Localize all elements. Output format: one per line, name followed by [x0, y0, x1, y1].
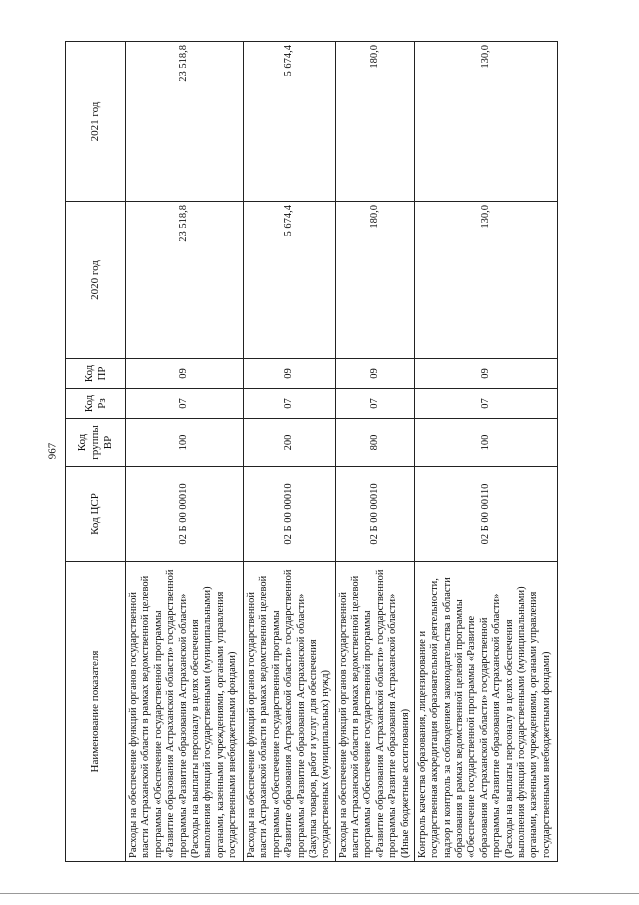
row-2020: 5 674,4 — [244, 202, 336, 359]
table-row — [414, 42, 557, 862]
row-csr: 02 Б 00 00010 — [244, 467, 336, 562]
budget-table-rotated — [65, 42, 550, 862]
row-pr: 09 — [244, 359, 336, 389]
row-2021: 130,0 — [414, 42, 557, 202]
page-number: 967 — [46, 442, 59, 460]
row-2021: 5 674,4 — [244, 42, 336, 202]
header-name: Наименование показателя — [66, 562, 126, 862]
row-name: Расходы на обеспечение функций органов государственной власти Астраханской области в рамках ведомственной целевой программы «Обеспечение государственной программы «Развитие образования Астраханской области» государственной программы «Развитие образования Астраханской области» (Закупка товаров, работ и услуг для обеспечения государственных (муниципальных) нужд) — [244, 562, 336, 862]
row-vr: 100 — [126, 419, 244, 467]
row-2021: 180,0 — [335, 42, 414, 202]
row-name: Контроль качества образования, лицензирование и государственная аккредитация образовательной деятельности, надзор и контроль за соблюдением законодательства в области образования в рамках ведомственной целевой программы «Обеспечение государственной программы «Развитие образования Астраханской области» государственной программы «Развитие образования Астраханской области» (Расходы на выплаты персоналу в целях обеспечения выполнения функций государственными (муниципальными) органами, казенными учреждениями, органами управления государственными внебюджетными фондами) — [414, 562, 557, 862]
header-vr: Код группы ВР — [66, 419, 126, 467]
page-bottom-edge — [0, 893, 639, 894]
row-name: Расходы на обеспечение функций органов государственной власти Астраханской области в рамках ведомственной целевой программы «Обеспечение государственной программы «Развитие образования Астраханской области» государственной программы «Развитие образования Астраханской области» (Иные бюджетные ассигнования) — [335, 562, 414, 862]
header-2021: 2021 год — [66, 42, 126, 202]
row-rz: 07 — [414, 389, 557, 419]
table-header-row — [66, 42, 126, 862]
row-rz: 07 — [244, 389, 336, 419]
header-pr: Код ПР — [66, 359, 126, 389]
row-csr: 02 Б 00 00010 — [126, 467, 244, 562]
header-rz: Код Рз — [66, 389, 126, 419]
row-csr: 02 Б 00 00110 — [414, 467, 557, 562]
row-pr: 09 — [414, 359, 557, 389]
row-vr: 100 — [414, 419, 557, 467]
table-row — [335, 42, 414, 862]
row-vr: 200 — [244, 419, 336, 467]
budget-table — [65, 41, 558, 862]
row-rz: 07 — [126, 389, 244, 419]
row-name: Расходы на обеспечение функций органов государственной власти Астраханской области в рамках ведомственной целевой программы «Обеспечение государственной программы «Развитие образования Астраханской области» государственной программы «Развитие образования Астраханской области» (Расходы на выплаты персоналу в целях обеспечения выполнения функций государственными (муниципальными) органами, казенными учреждениями, органами управления государственными внебюджетными фондами) — [126, 562, 244, 862]
header-csr: Код ЦСР — [66, 467, 126, 562]
row-csr: 02 Б 00 00010 — [335, 467, 414, 562]
header-2020: 2020 год — [66, 202, 126, 359]
row-2020: 23 518,8 — [126, 202, 244, 359]
row-pr: 09 — [335, 359, 414, 389]
row-rz: 07 — [335, 389, 414, 419]
row-2020: 130,0 — [414, 202, 557, 359]
row-vr: 800 — [335, 419, 414, 467]
row-2020: 180,0 — [335, 202, 414, 359]
row-pr: 09 — [126, 359, 244, 389]
table-row — [126, 42, 244, 862]
row-2021: 23 518,8 — [126, 42, 244, 202]
table-row — [244, 42, 336, 862]
